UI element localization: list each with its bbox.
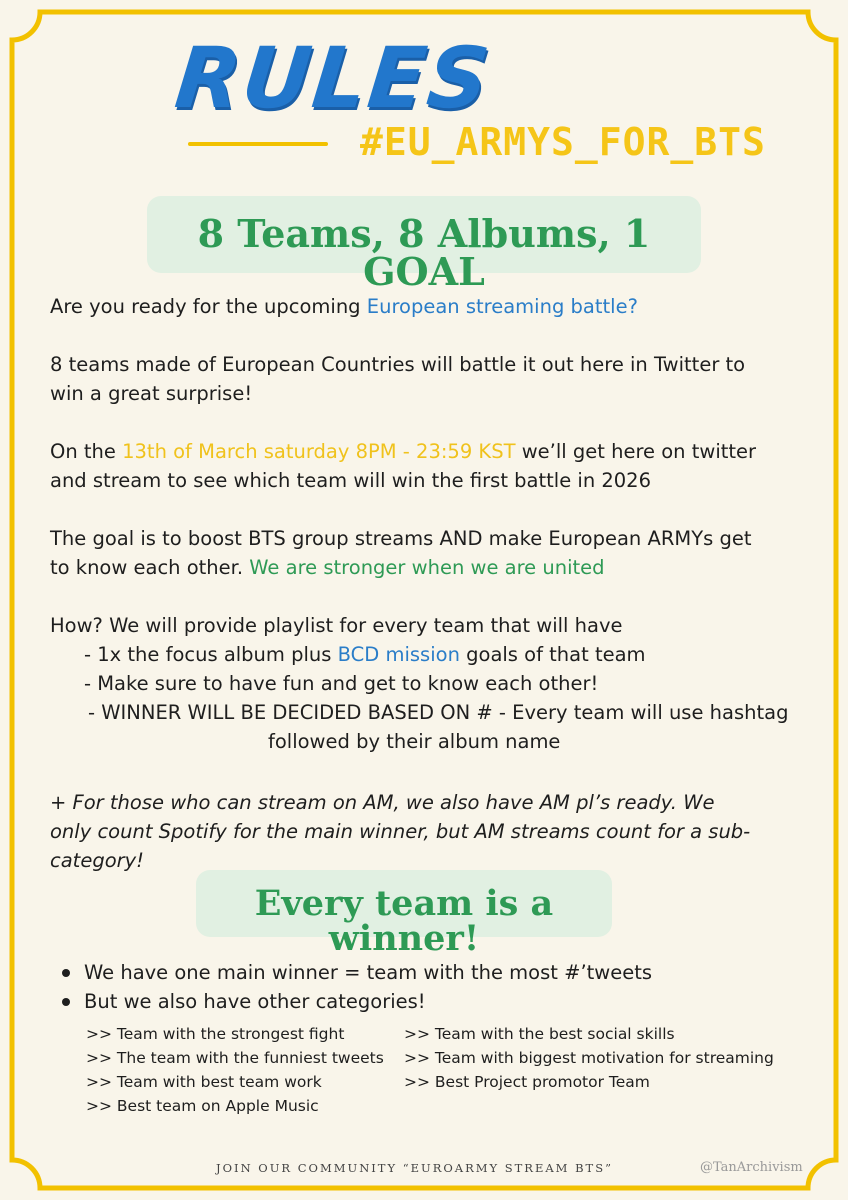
main-banner: 8 Teams, 8 Albums, 1 GOAL	[147, 196, 701, 273]
category-item: >> The team with the funniest tweets	[86, 1049, 384, 1067]
goal-highlight: We are stronger when we are united	[249, 556, 605, 579]
categories-right	[404, 1022, 774, 1094]
how-item-2: - Make sure to have fun and get to know each other!	[84, 672, 599, 695]
category-item: >> Team with the strongest fight	[86, 1025, 345, 1043]
date-line-1	[50, 437, 810, 466]
teams-line-2: win a great surprise!	[50, 382, 253, 405]
bcd-highlight: BCD mission	[337, 643, 460, 666]
page-title: RULES	[170, 29, 496, 127]
title-underline	[188, 142, 328, 146]
rules-body	[50, 292, 810, 756]
category-item: >> Team with biggest motivation for streaming	[404, 1049, 774, 1067]
how-item-1-text: - 1x the focus album plus	[84, 643, 338, 666]
how-item-3-cont: followed by their album name	[268, 730, 561, 753]
category-item: >> Team with the best social skills	[404, 1025, 675, 1043]
am-note-line-1: + For those who can stream on AM, we also have AM pl’s ready. We	[50, 791, 715, 814]
winner-bullets	[62, 958, 652, 1016]
intro-highlight: European streaming battle?	[366, 295, 638, 318]
bullet-text: We have one main winner = team with the most #’tweets	[84, 961, 653, 984]
goal-line-1: The goal is to boost BTS group streams AND make European ARMYs get	[50, 527, 752, 550]
goal-line-2	[50, 553, 810, 582]
community-footer: JOIN OUR COMMUNITY “EUROARMY STREAM BTS”	[216, 1161, 613, 1175]
goal-text: to know each other.	[50, 556, 250, 579]
intro-paragraph	[50, 292, 810, 321]
category-item: >> Best Project promotor Team	[404, 1073, 650, 1091]
am-note	[50, 788, 810, 875]
how-item-3: - WINNER WILL BE DECIDED BASED ON # - Every team will use hashtag	[88, 701, 789, 724]
am-note-line-3: category!	[50, 849, 144, 872]
bullet-text: But we also have other categories!	[84, 990, 426, 1013]
am-note-line-2: only count Spotify for the main winner, but AM streams count for a sub-	[50, 820, 751, 843]
winner-banner: Every team is a winner!	[196, 870, 612, 937]
category-item: >> Best team on Apple Music	[86, 1097, 319, 1115]
how-line: How? We will provide playlist for every team that will have	[50, 614, 623, 637]
date-highlight: 13th of March saturday 8PM - 23:59 KST	[122, 440, 516, 463]
date-suffix: we’ll get here on twitter	[515, 440, 757, 463]
bullet-item	[62, 958, 652, 987]
bullet-item	[62, 987, 652, 1016]
teams-line-1: 8 teams made of European Countries will battle it out here in Twitter to	[50, 353, 746, 376]
intro-text: Are you ready for the upcoming	[50, 295, 367, 318]
bullet-dot-icon	[62, 998, 70, 1006]
category-item: >> Team with best team work	[86, 1073, 322, 1091]
categories-left	[86, 1022, 384, 1118]
date-line-2: and stream to see which team will win the first battle in 2026	[50, 469, 651, 492]
bullet-dot-icon	[62, 969, 70, 977]
date-prefix: On the	[50, 440, 123, 463]
how-item-1	[50, 640, 810, 669]
how-item-1-suffix: goals of that team	[459, 643, 646, 666]
hashtag-subtitle: #EU_ARMYS_FOR_BTS	[360, 120, 766, 164]
credit-handle: @TanArchivism	[700, 1160, 803, 1175]
